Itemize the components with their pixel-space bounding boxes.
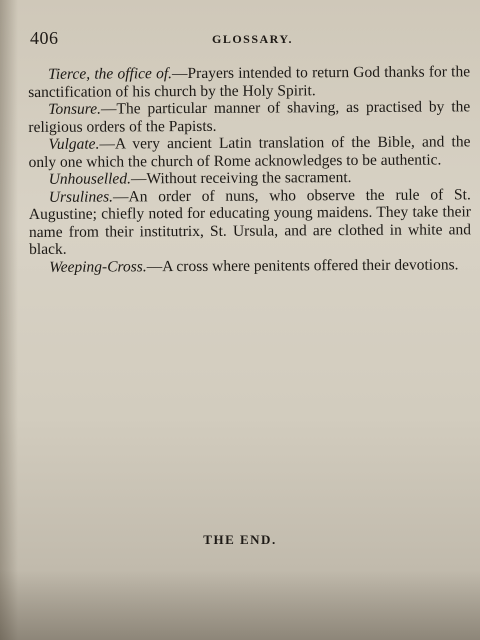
glossary-entry <box>28 63 470 101</box>
entry-term: Tierce, the office of. <box>47 65 173 83</box>
entry-term: Unhouselled. <box>48 170 131 188</box>
entry-definition: —A very ancient Latin translation of the Bible, and the only one which the church of Rome acknowledges to be authentic. <box>28 133 471 171</box>
entry-definition: —Without receiving the sacrament. <box>130 169 352 188</box>
entry-definition: —An order of nuns, who observe the rule of St. Augustine; chiefly noted for educating young maidens. They take their name from their institutrix, St. Ursula, and are clothed in white and black. <box>28 185 472 258</box>
entry-term: Ursulines. <box>48 187 114 206</box>
entry-term: Vulgate. <box>48 135 100 153</box>
glossary-entry <box>28 98 470 136</box>
entry-definition: —Prayers intended to return God thanks for the sanctification of his church by the Holy Spirit. <box>28 63 471 101</box>
entry-term: Weeping-Cross. <box>49 257 147 276</box>
running-head: GLOSSARY. <box>212 32 293 46</box>
bottom-shadow <box>0 570 480 640</box>
glossary-entry <box>29 256 471 276</box>
entry-definition: —The particular manner of shaving, as practised by the religious orders of the Papists. <box>28 98 471 136</box>
glossary-entry <box>28 133 470 171</box>
glossary-entries <box>28 63 471 276</box>
glossary-entry <box>29 186 471 259</box>
entry-definition: —A cross where penitents offered their devotions. <box>146 255 459 275</box>
the-end-label: THE END. <box>203 532 277 547</box>
page-header <box>30 28 470 52</box>
page-number: 406 <box>30 28 59 48</box>
entry-term: Tonsure. <box>48 100 102 118</box>
